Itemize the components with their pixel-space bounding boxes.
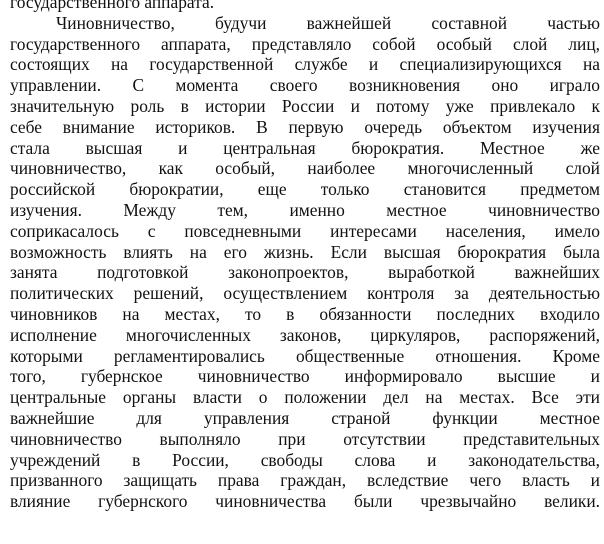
text-line: занята подготовкой законопроектов, выработкой важнейших (10, 262, 600, 283)
text-line: Чиновничество, будучи важнейшей составной частью (56, 12, 600, 33)
text-line-cut-heading: государственного аппарата. (10, 0, 215, 12)
text-line: стала высшая и центральная бюрократия. Местное же (10, 137, 600, 158)
document-page (10, 0, 600, 512)
document-text-body (10, 0, 600, 512)
text-line: чиновников на местах, то в обязанности последних входило (10, 303, 600, 324)
text-line: чиновничество, как особый, наиболее многочисленный слой (10, 158, 600, 179)
text-line: того, губернское чиновничество информировало высшие и (10, 366, 600, 387)
text-line: влияние губернского чиновничества были чрезвычайно велики. (10, 491, 600, 512)
text-line: российской бюрократии, еще только становится предметом (10, 179, 600, 200)
text-line: возможность влиять на его жизнь. Если высшая бюрократия была (10, 241, 600, 262)
text-line: важнейшие для управления страной функции местное (10, 407, 600, 428)
text-line: политических решений, осуществлением контроля за деятельностью (10, 283, 600, 304)
text-line: значительную роль в истории России и потому уже привлекало к (10, 95, 600, 116)
text-line: исполнение многочисленных законов, циркуляров, распоряжений, (10, 324, 600, 345)
text-line: призванного защищать права граждан, вследствие чего власть и (10, 470, 600, 491)
text-line: соприкасалось с повседневными интересами населения, имело (10, 220, 600, 241)
text-line: центральные органы власти о положении дел на местах. Все эти (10, 387, 600, 408)
text-line: учреждений в России, свободы слова и законодательства, (10, 449, 600, 470)
text-line: изучения. Между тем, именно местное чиновничество (10, 199, 600, 220)
text-line: чиновничество выполняло при отсутствии представительных (10, 428, 600, 449)
text-line: государственного аппарата, представляло собой особый слой лиц, (10, 33, 600, 54)
text-line: себе внимание историков. В первую очередь объектом изучения (10, 116, 600, 137)
text-line: которыми регламентировались общественные отношения. Кроме (10, 345, 600, 366)
text-line: управлении. С момента своего возникновения оно играло (10, 75, 600, 96)
text-line: состоящих на государственной службе и специализирующихся на (10, 54, 600, 75)
